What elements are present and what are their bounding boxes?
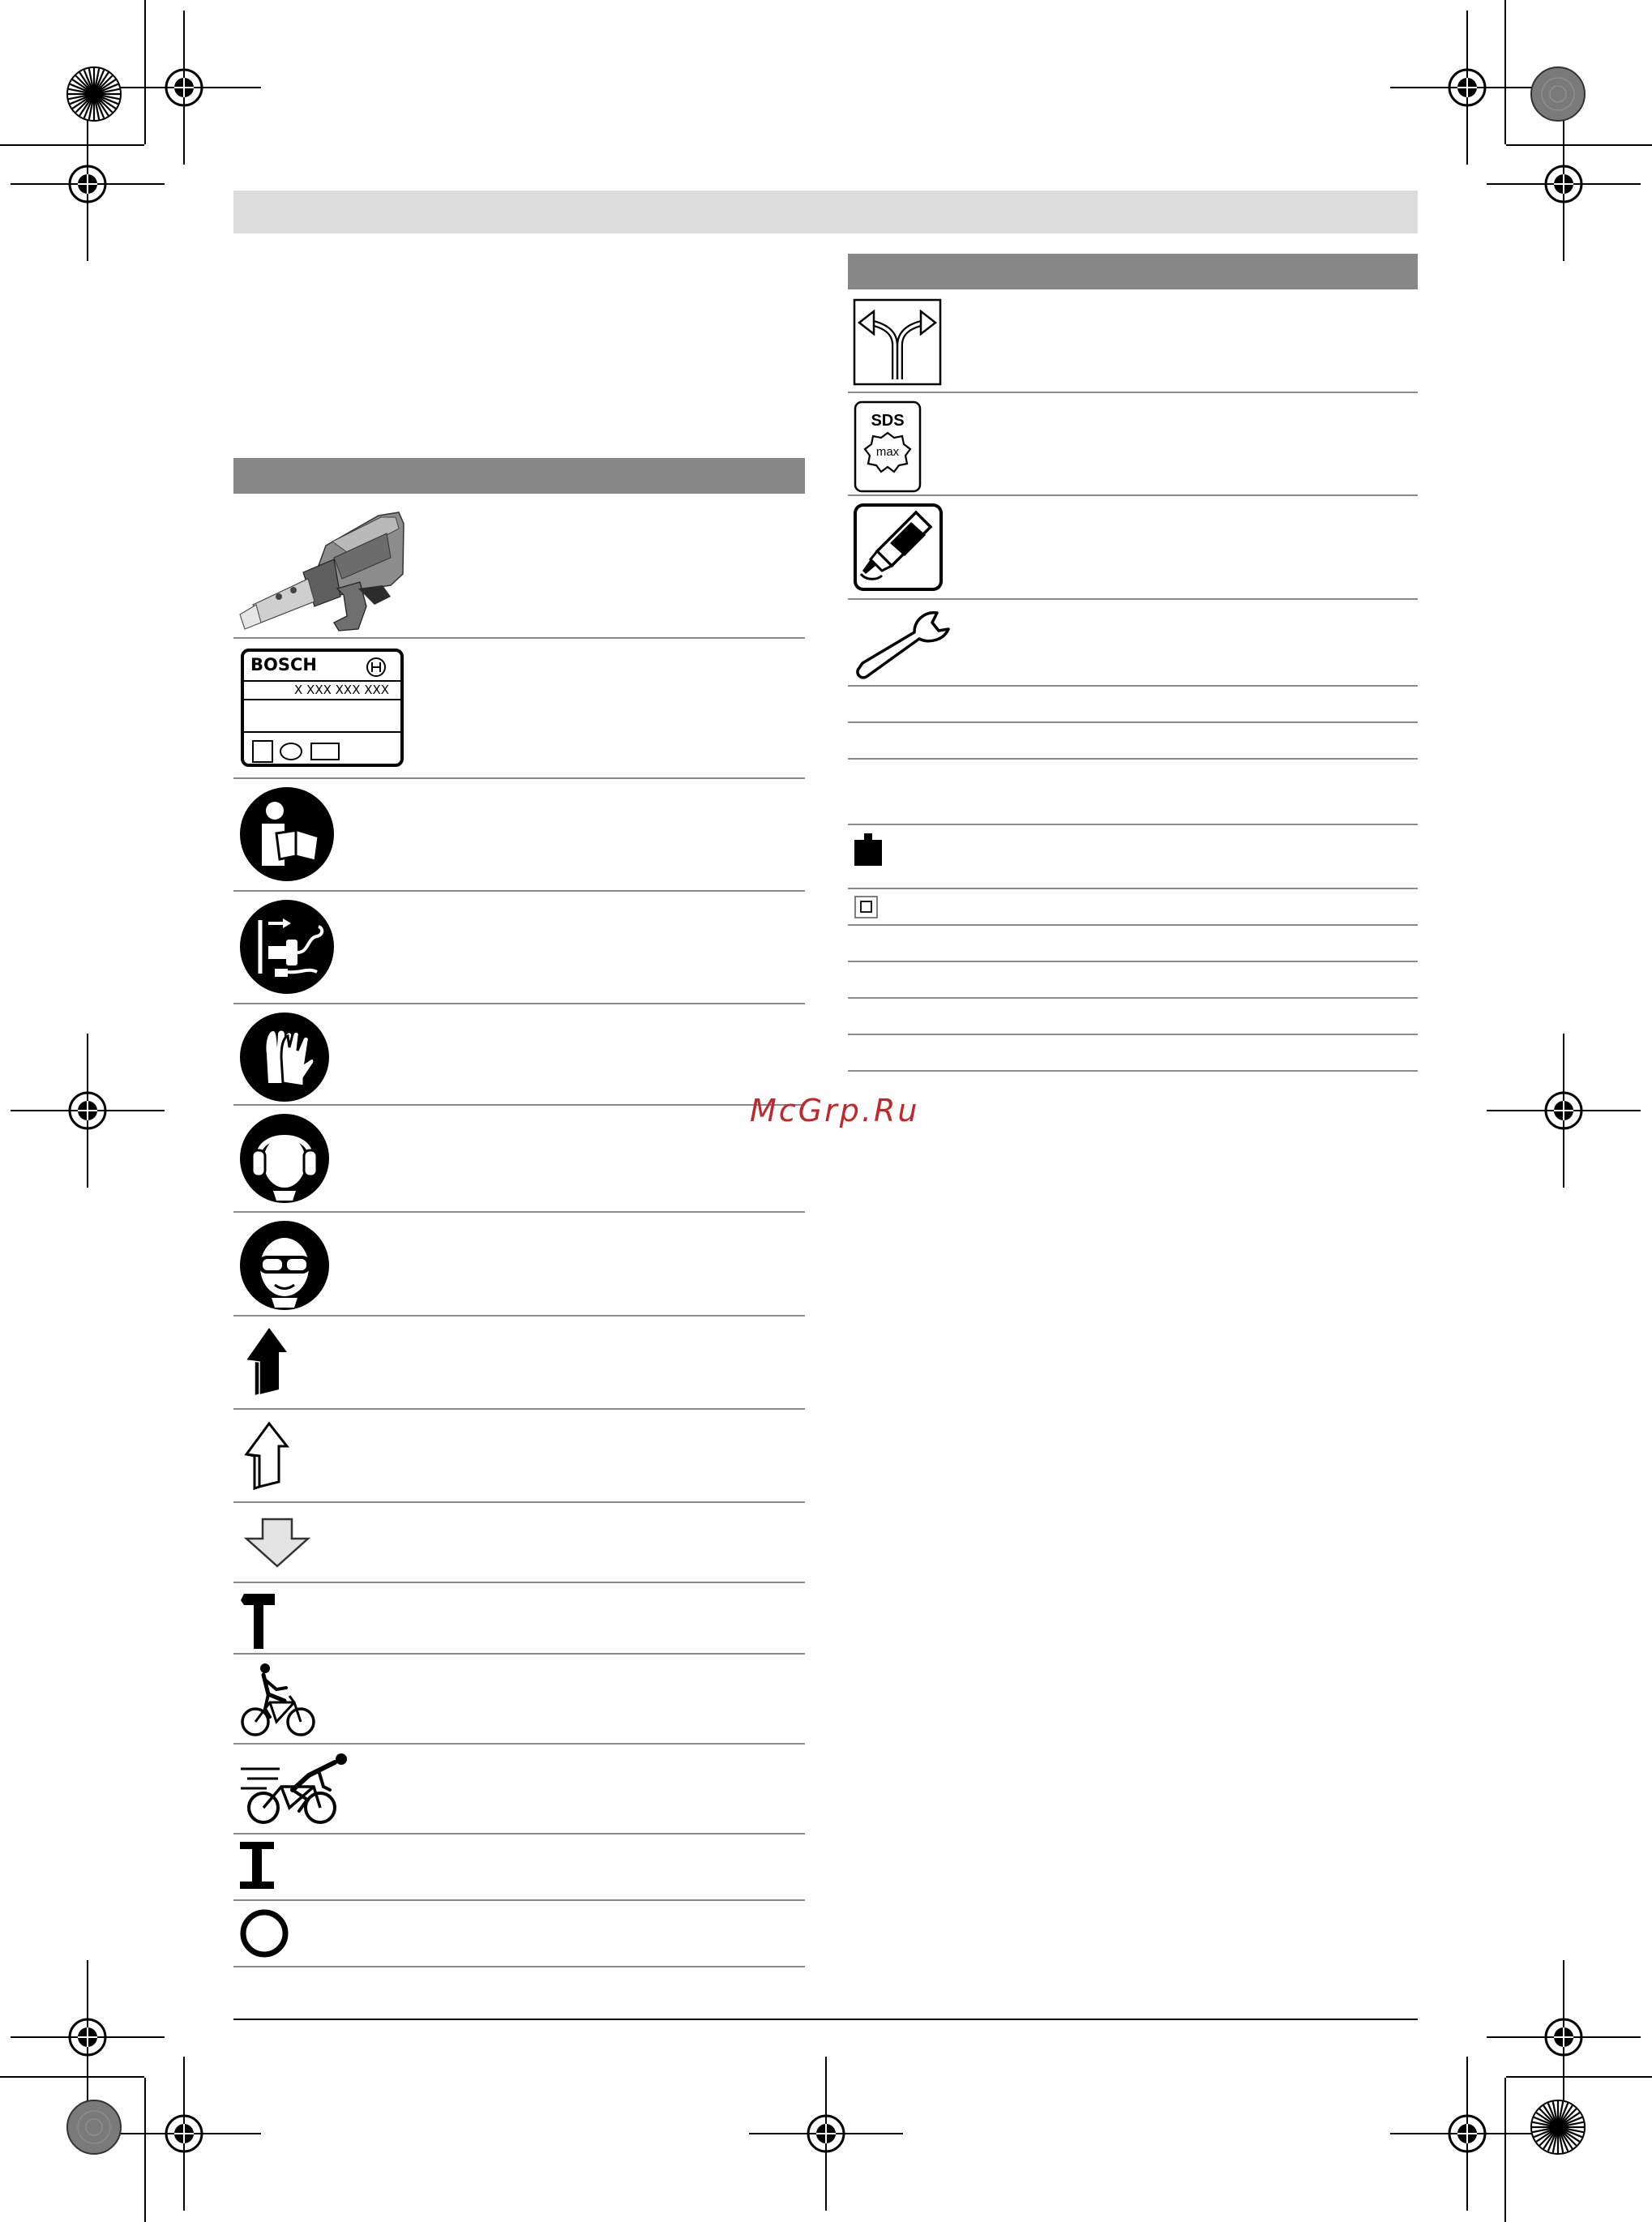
nameplate-number: X XXX XXX XXX — [294, 683, 390, 697]
outline-up-arrow-icon — [242, 1419, 292, 1492]
weight-icon — [853, 832, 885, 867]
hammer-icon — [238, 1591, 280, 1650]
circle-icon — [239, 1908, 289, 1959]
grease-tube-icon — [853, 503, 944, 592]
unplug-icon — [239, 899, 335, 995]
filled-up-arrow-icon — [242, 1325, 292, 1398]
wear-gloves-icon — [239, 1012, 330, 1102]
down-arrow-icon — [243, 1516, 311, 1569]
fast-cyclist-icon — [239, 1751, 349, 1826]
max-label: max — [875, 445, 900, 459]
wear-ear-protection-icon — [239, 1113, 330, 1204]
sds-label: SDS — [871, 412, 905, 430]
wear-goggles-icon — [239, 1220, 330, 1311]
power-tool-image — [237, 501, 415, 635]
read-manual-icon — [239, 786, 335, 882]
nameplate-icon — [241, 649, 404, 767]
nameplate-brand: BOSCH — [250, 655, 317, 674]
sds-max-icon — [854, 400, 922, 493]
i-beam-icon — [238, 1840, 276, 1890]
watermark: McGrp.Ru — [750, 1093, 920, 1128]
left-column-header — [233, 458, 805, 494]
footer-rule — [233, 2019, 1418, 2020]
bosch-logo-icon — [366, 657, 387, 678]
direction-arrows-icon — [853, 298, 942, 386]
slow-cyclist-icon — [241, 1662, 319, 1738]
right-column-header — [848, 254, 1418, 289]
protection-class-ii-icon — [854, 895, 879, 919]
header-band — [233, 191, 1418, 233]
wrench-icon — [851, 606, 958, 681]
